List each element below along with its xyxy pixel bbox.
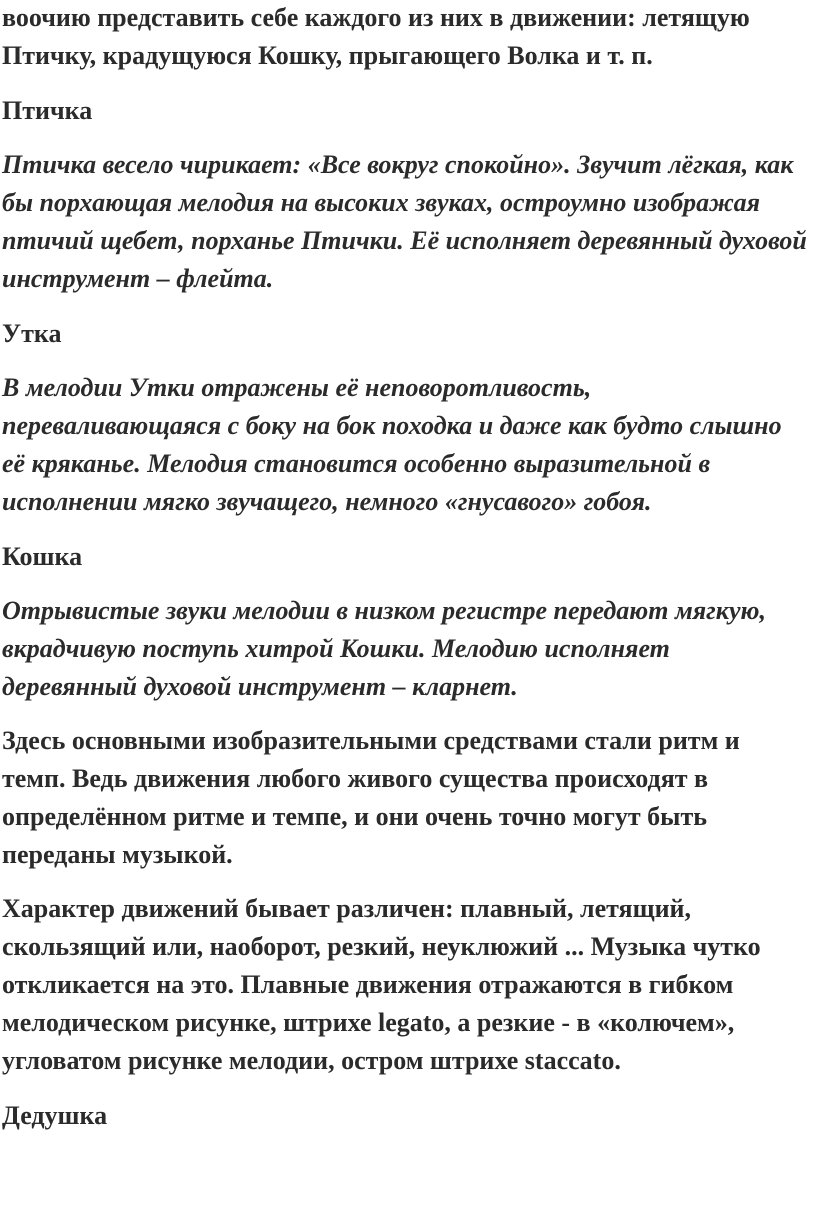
section-text-bird: Птичка весело чирикает: «Все вокруг спокойно». Звучит лёгкая, как бы порхающая мелодия на высоких звуках, остроумно изображая птичий щебет, порханье Птички. Её исполняет деревянный духовой инструмент – флейта. — [2, 150, 807, 293]
section-heading-bird: Птичка — [2, 96, 93, 125]
section-heading-cat: Кошка — [2, 542, 83, 571]
paragraph-rhythm-tempo: Здесь основными изобразительными средствами стали ритм и темп. Ведь движения любого живого существа происходят в определённом ритме и темпе, и они очень точно могут быть переданы музыкой. — [2, 726, 740, 869]
section-heading-grandfather: Дедушка — [2, 1101, 108, 1130]
section-text-cat: Отрывистые звуки мелодии в низком регистре передают мягкую, вкрадчивую поступь хитрой Кошки. Мелодию исполняет деревянный духовой инструмент – кларнет. — [2, 596, 766, 701]
section-text-duck: В мелодии Утки отражены её неповоротливость, переваливающаяся с боку на бок походка и даже как будто слышно её кряканье. Мелодия становится особенно выразительной в исполнении мягко звучащего, немного «гнусавого» гобоя. — [2, 373, 782, 516]
paragraph-movement-character: Характер движений бывает различен: плавный, летящий, скользящий или, наоборот, резкий, неуклюжий ... Музыка чутко откликается на это. Плавные движения отражаются в гибком мелодическом рисунке, штрихе legato, а резкие - в «колючем», угловатом рисунке мелодии, остром штрихе staccato. — [2, 894, 761, 1075]
section-heading-duck: Утка — [2, 319, 62, 348]
intro-paragraph: воочию представить себе каждого из них в движении: летящую Птичку, крадущуюся Кошку, прыгающего Волка и т. п. — [2, 3, 750, 70]
